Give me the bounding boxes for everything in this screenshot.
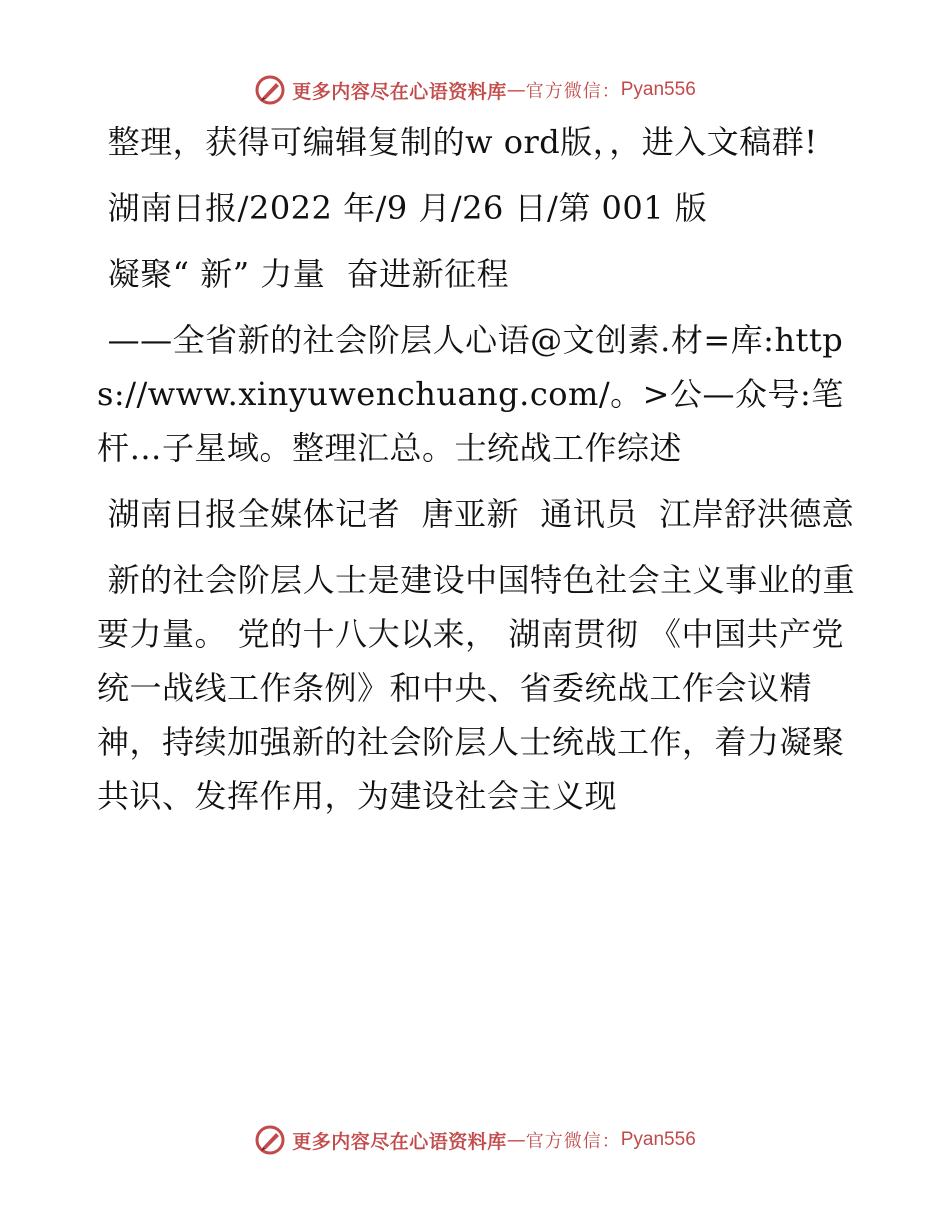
banner-main-text: 更多内容尽在心语资料库 — [292, 80, 507, 103]
byline: 湖南日报全媒体记者 唐亚新 通讯员 江岸舒洪德意 — [97, 495, 855, 533]
footer-banner — [0, 1120, 950, 1160]
banner-dash: — — [506, 1129, 526, 1151]
intro-paragraph: 整理，获得可编辑复制的w ord版，，进入文稿群! — [97, 123, 818, 161]
source-line: 湖南日报/2022 年/9 月/26 日/第 001 版 — [97, 189, 708, 227]
pen-logo-icon — [254, 1124, 286, 1156]
body-paragraph: 新的社会阶层人士是建设中国特色社会主义事业的重要力量。 党的十八大以来， 湖南贯彻 《中国共产党统一战线工作条例》和中央、省委统战工作会议精神，持续加强新的社会阶层人士统战工作，着力凝聚共识、发挥作用，为建设社会主义现 — [97, 561, 856, 815]
article-subtitle: ——全省新的社会阶层人心语@文创素.材=库:https://www.xinyuwenchuang.com/。>公—众号:笔杆…子星域。整理汇总。士统战工作综述 — [97, 321, 844, 467]
banner-main-text: 更多内容尽在心语资料库 — [292, 1130, 507, 1153]
header-banner — [0, 70, 950, 110]
banner-wechat-id: Pyan556 — [620, 1129, 696, 1150]
pen-logo-icon — [254, 74, 286, 106]
banner-wechat-id: Pyan556 — [620, 79, 696, 100]
banner-wechat-label: 官方微信： — [525, 81, 621, 102]
banner-wechat-label: 官方微信： — [525, 1131, 621, 1152]
document-body — [97, 115, 857, 835]
article-title: 凝聚“ 新” 力量 奋进新征程 — [97, 255, 510, 293]
banner-dash: — — [506, 79, 526, 101]
